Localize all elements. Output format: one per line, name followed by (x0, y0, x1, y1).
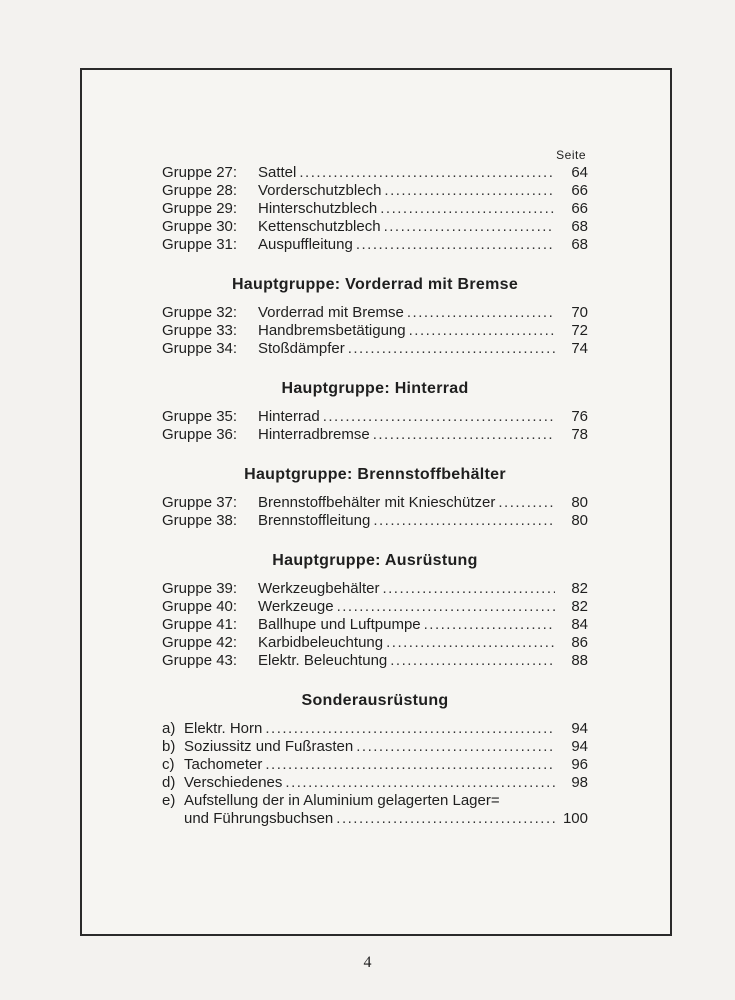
toc-entry-page: 74 (571, 340, 588, 357)
toc-entry-page: 84 (571, 616, 588, 633)
toc-entry (162, 340, 588, 358)
toc-entry-label: Gruppe 29: (162, 200, 238, 217)
section-heading-brennstoff: Hauptgruppe: Brennstoffbehälter (244, 466, 506, 483)
toc-entry-page: 100 (562, 810, 588, 827)
leader-dots (386, 634, 555, 652)
toc-entry (162, 634, 588, 652)
toc-entry-page: 80 (571, 512, 588, 529)
toc-entry (162, 322, 588, 340)
toc-entry-page: 66 (571, 200, 588, 217)
toc-block-1 (162, 164, 588, 254)
toc-entry-title: Sattel (258, 164, 297, 181)
toc-entry-title: Elektr. Horn (184, 720, 263, 737)
toc-entry-title: Vorderschutzblech (258, 182, 382, 199)
toc-entry-label: Gruppe 35: (162, 408, 238, 425)
toc-entry-title: Soziussitz und Fußrasten (184, 738, 354, 755)
toc-entry (162, 304, 588, 322)
toc-entry-label: Gruppe 33: (162, 322, 238, 339)
section-heading-vorderrad: Hauptgruppe: Vorderrad mit Bremse (231, 276, 519, 293)
leader-dots (409, 322, 555, 340)
toc-entry-label: Gruppe 31: (162, 236, 238, 253)
toc-entry (162, 236, 588, 254)
toc-entry-label: Gruppe 41: (162, 616, 238, 633)
leader-dots (384, 218, 555, 236)
leader-dots (323, 408, 555, 426)
toc-entry-title: Karbidbeleuchtung (258, 634, 384, 651)
toc-entry-label: a) (162, 720, 176, 737)
page-number: 4 (363, 954, 372, 971)
leader-dots (337, 598, 555, 616)
toc-entry-title: Brennstoffleitung (258, 512, 371, 529)
toc-entry-page: 98 (571, 774, 588, 791)
toc-entry-label: Gruppe 32: (162, 304, 238, 321)
leader-dots (382, 580, 555, 598)
toc-entry-label: Gruppe 42: (162, 634, 238, 651)
toc-entry-label: b) (162, 738, 176, 755)
toc-entry-label: e) (162, 792, 176, 809)
toc-entry (162, 580, 588, 598)
toc-entry-page: 88 (571, 652, 588, 669)
toc-entry-title: Werkzeuge (258, 598, 334, 615)
toc-entry (162, 182, 588, 200)
toc-entry-label: Gruppe 43: (162, 652, 238, 669)
toc-entry (162, 756, 588, 774)
toc-entry-page: 94 (571, 720, 588, 737)
toc-entry-title: Werkzeugbehälter (258, 580, 380, 597)
toc-entry-label: Gruppe 39: (162, 580, 238, 597)
toc-entry-page: 70 (571, 304, 588, 321)
leader-dots (424, 616, 555, 634)
leader-dots (285, 774, 555, 792)
toc-entry (162, 738, 588, 756)
leader-dots (380, 200, 555, 218)
toc-entry-title: Tachometer (184, 756, 263, 773)
toc-entry-title: Ballhupe und Luftpumpe (258, 616, 421, 633)
leader-dots (356, 738, 555, 756)
table-of-contents (162, 148, 588, 828)
seite-column-label: Seite (556, 148, 586, 162)
toc-block-5 (162, 580, 588, 670)
toc-entry (162, 774, 588, 792)
toc-entry (162, 720, 588, 738)
leader-dots (373, 512, 555, 530)
toc-entry-label: d) (162, 774, 176, 791)
toc-block-2 (162, 304, 588, 358)
toc-entry-page: 86 (571, 634, 588, 651)
toc-entry-title: Kettenschutzblech (258, 218, 381, 235)
toc-entry-title: Brennstoffbehälter mit Knieschützer (258, 494, 496, 511)
toc-entry-title: Auspuffleitung (258, 236, 353, 253)
toc-entry (162, 200, 588, 218)
toc-entry-title: Verschiedenes (184, 774, 283, 791)
leader-dots (384, 182, 555, 200)
toc-entry-page: 96 (571, 756, 588, 773)
toc-entry-page: 82 (571, 580, 588, 597)
leader-dots (265, 720, 555, 738)
toc-entry-title: Hinterradbremse (258, 426, 370, 443)
toc-block-6 (162, 720, 588, 792)
toc-entry-label: Gruppe 34: (162, 340, 238, 357)
leader-dots (299, 164, 555, 182)
toc-entry-page: 80 (571, 494, 588, 511)
leader-dots (498, 494, 555, 512)
toc-entry-label: Gruppe 30: (162, 218, 238, 235)
section-heading-sonderausruestung: Sonderausrüstung (301, 692, 449, 709)
leader-dots (373, 426, 555, 444)
toc-entry-label: Gruppe 27: (162, 164, 238, 181)
toc-entry-page: 94 (571, 738, 588, 755)
leader-dots (390, 652, 555, 670)
toc-entry-title: Aufstellung der in Aluminium gelagerten Lager= (184, 792, 500, 809)
toc-entry-page: 64 (571, 164, 588, 181)
toc-block-4 (162, 494, 588, 530)
toc-entry (162, 616, 588, 634)
leader-dots (348, 340, 555, 358)
toc-block-3 (162, 408, 588, 444)
toc-entry-title: Stoßdämpfer (258, 340, 345, 357)
toc-entry (162, 494, 588, 512)
leader-dots (265, 756, 555, 774)
toc-entry-page: 76 (571, 408, 588, 425)
toc-entry (162, 512, 588, 530)
leader-dots (407, 304, 555, 322)
toc-entry-page: 68 (571, 236, 588, 253)
toc-entry-page: 72 (571, 322, 588, 339)
toc-entry-page: 68 (571, 218, 588, 235)
toc-entry-label: c) (162, 756, 175, 773)
toc-entry (162, 652, 588, 670)
leader-dots (336, 810, 555, 828)
toc-entry-label: Gruppe 37: (162, 494, 238, 511)
toc-entry-page: 78 (571, 426, 588, 443)
toc-entry-label: Gruppe 38: (162, 512, 238, 529)
toc-entry (162, 598, 588, 616)
toc-entry-e-line2 (162, 810, 588, 828)
toc-entry (162, 164, 588, 182)
toc-entry (162, 408, 588, 426)
toc-entry-page: 82 (571, 598, 588, 615)
toc-entry-title: Vorderrad mit Bremse (258, 304, 404, 321)
toc-entry-title: Hinterschutzblech (258, 200, 378, 217)
toc-entry-label: Gruppe 28: (162, 182, 238, 199)
toc-entry (162, 426, 588, 444)
section-heading-hinterrad: Hauptgruppe: Hinterrad (281, 380, 469, 397)
leader-dots (356, 236, 555, 254)
toc-entry-page: 66 (571, 182, 588, 199)
toc-entry-title: Hinterrad (258, 408, 320, 425)
toc-entry-title: Handbremsbetätigung (258, 322, 406, 339)
toc-entry-title-continued: und Führungsbuchsen (184, 810, 334, 827)
section-heading-ausruestung: Hauptgruppe: Ausrüstung (272, 552, 478, 569)
toc-entry-title: Elektr. Beleuchtung (258, 652, 388, 669)
toc-entry-label: Gruppe 36: (162, 426, 238, 443)
toc-entry-label: Gruppe 40: (162, 598, 238, 615)
toc-entry-e-line1 (162, 792, 588, 810)
toc-entry (162, 218, 588, 236)
